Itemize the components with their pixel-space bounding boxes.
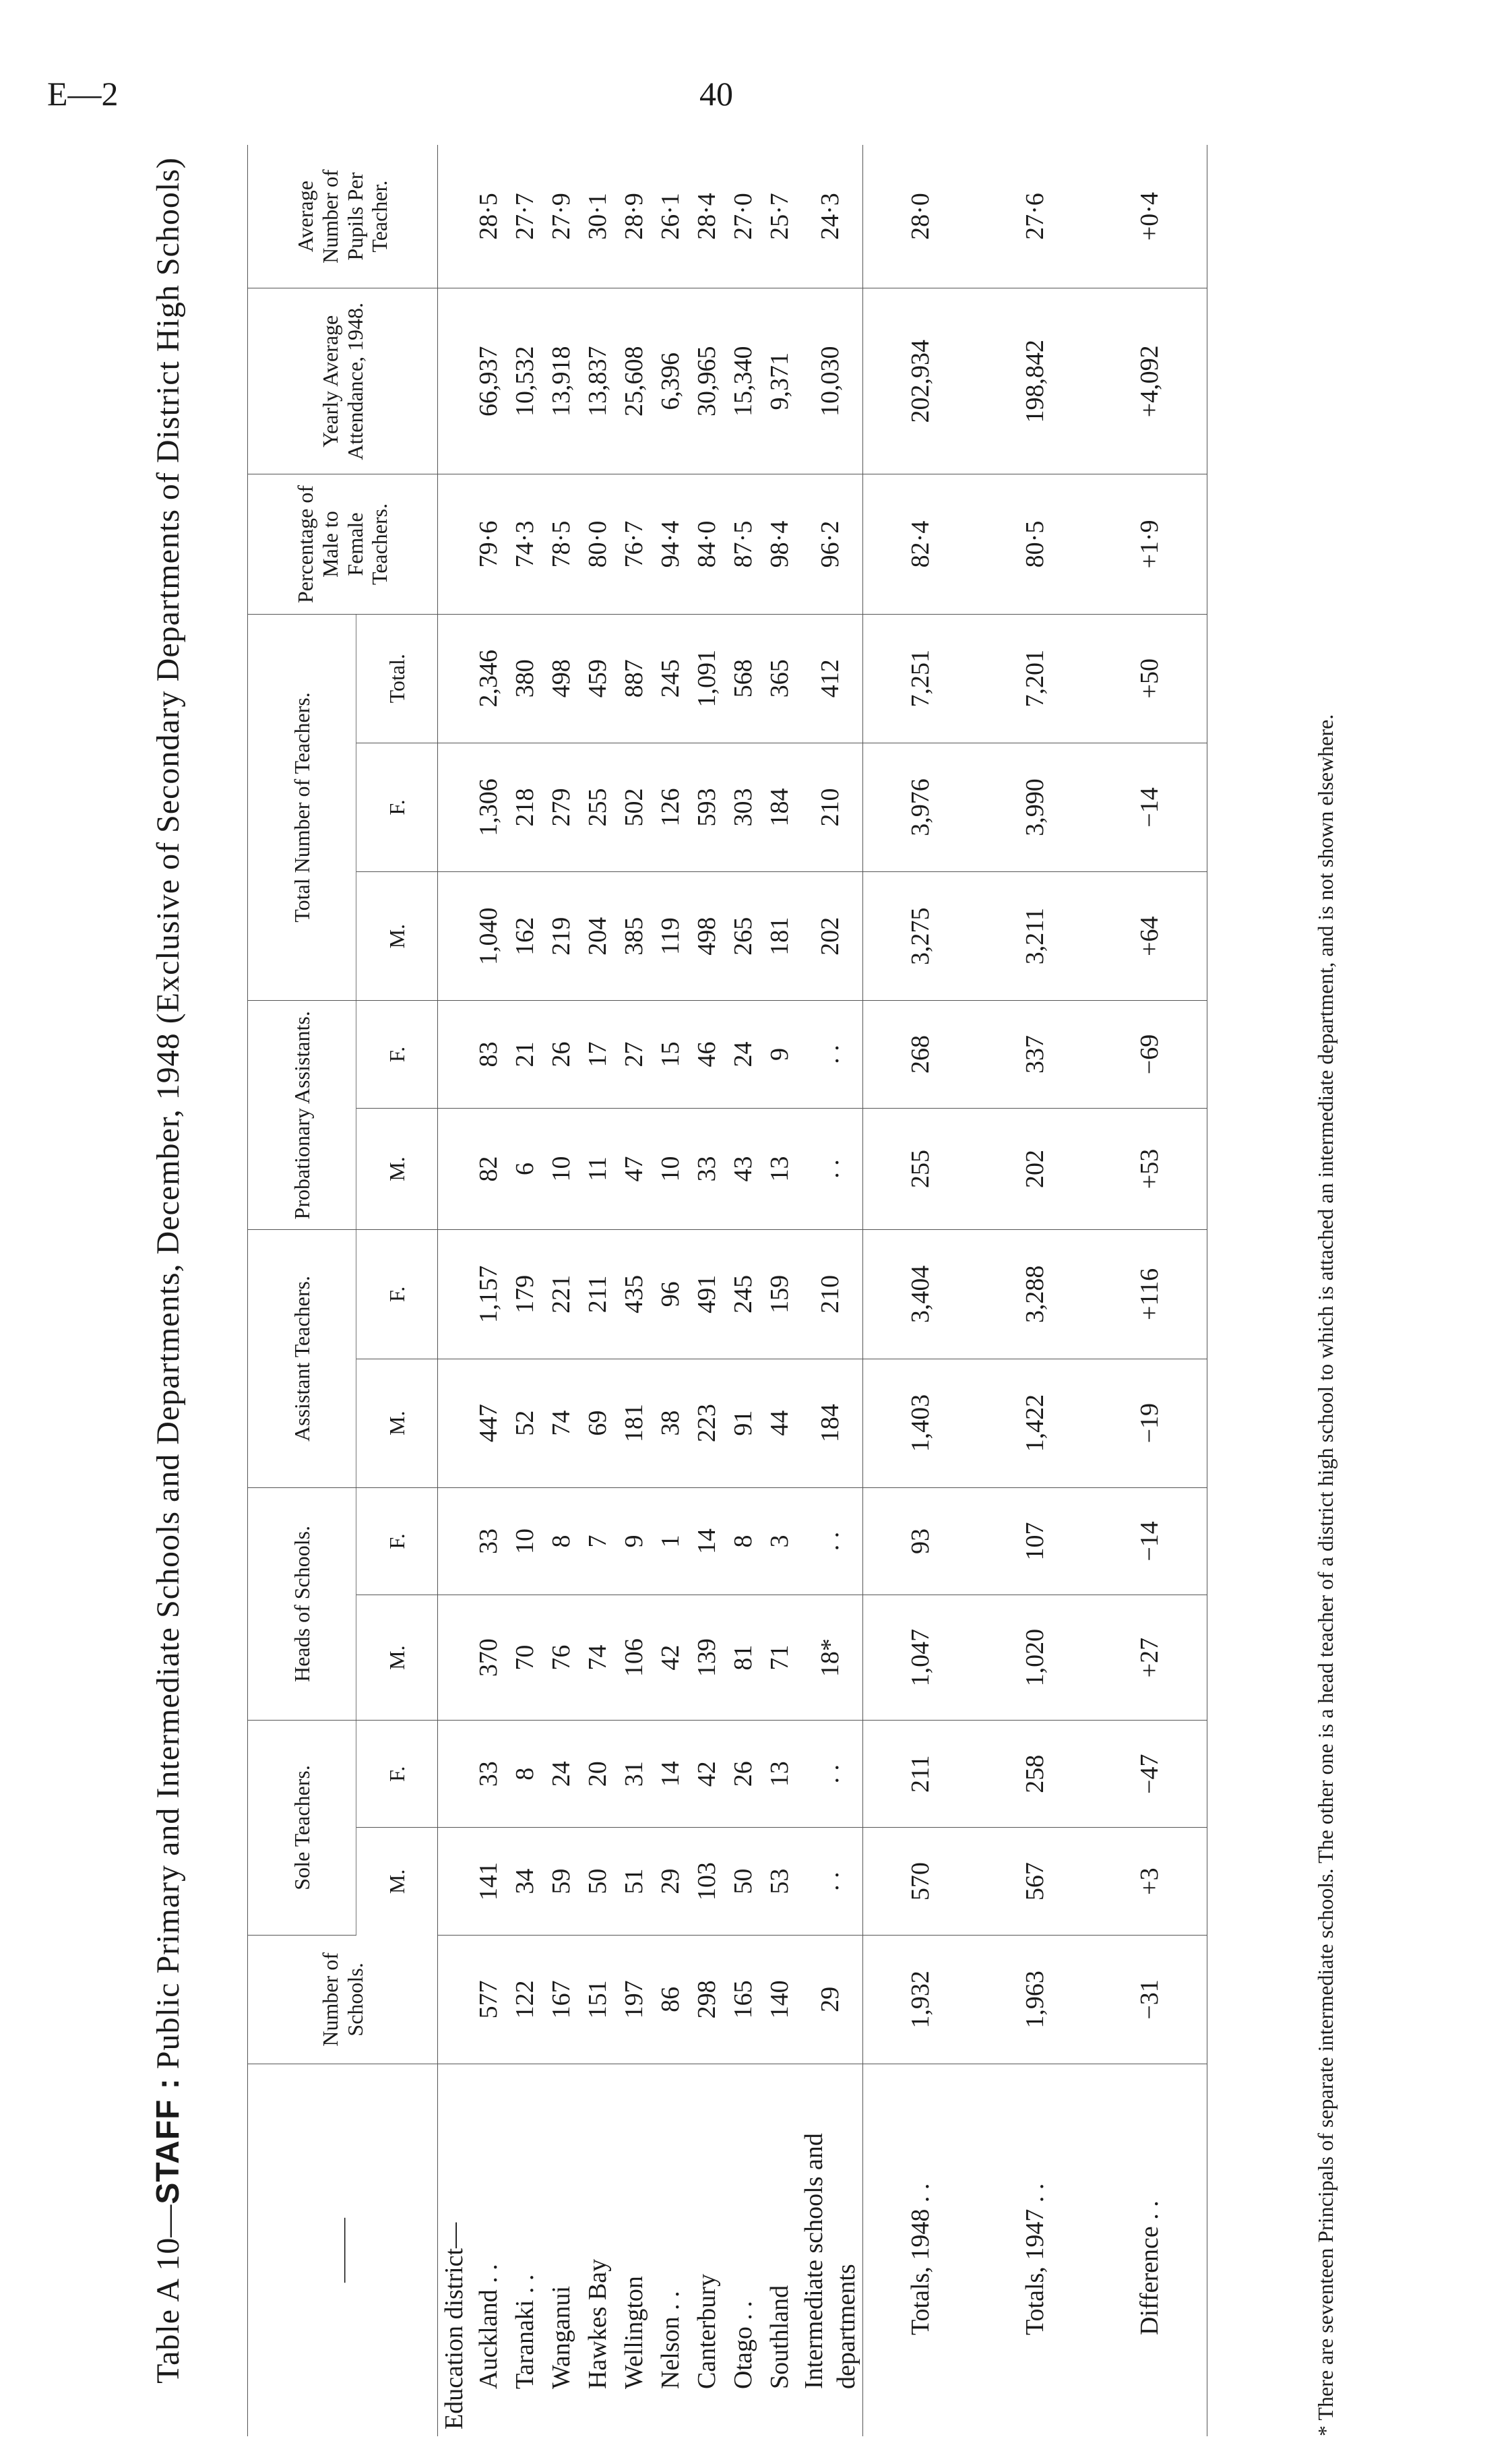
cell-asst-m: 223 bbox=[689, 1359, 725, 1487]
cell-asst-m: 91 bbox=[725, 1359, 761, 1487]
totals-row bbox=[978, 145, 1092, 2436]
cell-heads-m: +27 bbox=[1092, 1595, 1207, 1721]
cell-tot-f: 3,976 bbox=[863, 743, 978, 871]
title-rest: Public Primary and Intermediate Schools and Departments, December, 1948 (Exclusive of Secondary Departments of District High Schools) bbox=[150, 157, 186, 2078]
header-f: F. bbox=[356, 1721, 438, 1828]
cell-asst-f: 179 bbox=[507, 1230, 543, 1359]
cell-asst-m: 38 bbox=[652, 1359, 689, 1487]
cell-asst-f: 210 bbox=[798, 1230, 863, 1359]
table-row bbox=[579, 145, 616, 2436]
cell-att: 30,965 bbox=[689, 288, 725, 474]
cell-sole-f: 211 bbox=[863, 1721, 978, 1828]
cell-pct: 80·0 bbox=[579, 474, 616, 614]
cell-att: 9,371 bbox=[761, 288, 798, 474]
cell-tot-f: 1,306 bbox=[470, 743, 507, 871]
cell-sole-f: −47 bbox=[1092, 1721, 1207, 1828]
footnote: * There are seventeen Principals of separate intermediate schools. The other one is a head teacher of a district high school to which is attached an intermediate department, and is not shown elsewhere. bbox=[1313, 714, 1337, 2436]
cell-sole-m: 51 bbox=[616, 1828, 652, 1935]
totals-row bbox=[863, 145, 978, 2436]
header-m: M. bbox=[356, 1828, 438, 1935]
cell-asst-m: 69 bbox=[579, 1359, 616, 1487]
cell-heads-f: −14 bbox=[1092, 1487, 1207, 1595]
cell-avg: 27·6 bbox=[978, 145, 1092, 288]
cell-schools: 167 bbox=[543, 1935, 579, 2064]
cell-tot-t: 380 bbox=[507, 614, 543, 743]
cell-heads-m: 74 bbox=[579, 1595, 616, 1721]
cell-heads-f: 8 bbox=[725, 1487, 761, 1595]
cell-tot-f: 3,990 bbox=[978, 743, 1092, 871]
cell-tot-m: 219 bbox=[543, 872, 579, 1001]
header-sole-teachers: Sole Teachers. bbox=[248, 1721, 356, 1936]
cell-tot-t: 2,346 bbox=[470, 614, 507, 743]
cell-tot-f: 184 bbox=[761, 743, 798, 871]
cell-asst-f: 96 bbox=[652, 1230, 689, 1359]
cell-prob-f: 21 bbox=[507, 1001, 543, 1108]
table-row bbox=[652, 145, 689, 2436]
cell-heads-m: 1,020 bbox=[978, 1595, 1092, 1721]
cell-tot-t: +50 bbox=[1092, 614, 1207, 743]
cell-label: Auckland . . bbox=[474, 2264, 503, 2389]
cell-sole-f: 258 bbox=[978, 1721, 1092, 1828]
cell-asst-f: 3,404 bbox=[863, 1230, 978, 1359]
cell-asst-m: 184 bbox=[798, 1359, 863, 1487]
cell-prob-m: 10 bbox=[652, 1108, 689, 1230]
header-f: F. bbox=[356, 1001, 438, 1108]
cell-avg: 28·4 bbox=[689, 145, 725, 288]
cell-att: 13,918 bbox=[543, 288, 579, 474]
cell-heads-f: 10 bbox=[507, 1487, 543, 1595]
header-m: M. bbox=[356, 1359, 438, 1487]
cell-tot-m: 3,275 bbox=[863, 872, 978, 1001]
cell-asst-m: 1,403 bbox=[863, 1359, 978, 1487]
cell-schools: 1,932 bbox=[863, 1935, 978, 2064]
cell-prob-m: . . bbox=[798, 1108, 863, 1230]
cell-tot-f: 303 bbox=[725, 743, 761, 871]
cell-prob-m: 11 bbox=[579, 1108, 616, 1230]
header-number-of-schools: Number of Schools. bbox=[248, 1935, 438, 2064]
cell-asst-m: 52 bbox=[507, 1359, 543, 1487]
cell-avg: 27·7 bbox=[507, 145, 543, 288]
cell-heads-f: 3 bbox=[761, 1487, 798, 1595]
cell-sole-m: . . bbox=[798, 1828, 863, 1935]
cell-avg: 27·0 bbox=[725, 145, 761, 288]
cell-tot-t: 365 bbox=[761, 614, 798, 743]
cell-tot-m: 265 bbox=[725, 872, 761, 1001]
cell-sole-f: . . bbox=[798, 1721, 863, 1828]
cell-sole-m: 567 bbox=[978, 1828, 1092, 1935]
cell-label: Southland bbox=[765, 2285, 794, 2389]
cell-prob-f: 26 bbox=[543, 1001, 579, 1108]
cell-sole-m: 570 bbox=[863, 1828, 978, 1935]
cell-tot-f: 126 bbox=[652, 743, 689, 871]
cell-heads-m: 42 bbox=[652, 1595, 689, 1721]
cell-prob-m: 82 bbox=[470, 1108, 507, 1230]
header-f: F. bbox=[356, 743, 438, 871]
cell-avg: 28·9 bbox=[616, 145, 652, 288]
cell-prob-m: 255 bbox=[863, 1108, 978, 1230]
cell-tot-f: 210 bbox=[798, 743, 863, 871]
cell-att: 66,937 bbox=[470, 288, 507, 474]
cell-heads-m: 1,047 bbox=[863, 1595, 978, 1721]
cell-asst-m: 181 bbox=[616, 1359, 652, 1487]
cell-tot-t: 568 bbox=[725, 614, 761, 743]
cell-tot-t: 412 bbox=[798, 614, 863, 743]
cell-heads-m: 106 bbox=[616, 1595, 652, 1721]
cell-prob-m: +53 bbox=[1092, 1108, 1207, 1230]
cell-prob-m: 6 bbox=[507, 1108, 543, 1230]
header-percentage: Percentage of Male to Female Teachers. bbox=[248, 474, 438, 614]
staff-table bbox=[247, 145, 1207, 2436]
cell-prob-m: 10 bbox=[543, 1108, 579, 1230]
table-row bbox=[689, 145, 725, 2436]
cell-att: 202,934 bbox=[863, 288, 978, 474]
cell-tot-m: +64 bbox=[1092, 872, 1207, 1001]
cell-heads-f: 107 bbox=[978, 1487, 1092, 1595]
cell-pct: 80·5 bbox=[978, 474, 1092, 614]
totals-row bbox=[1092, 145, 1207, 2436]
cell-heads-m: 76 bbox=[543, 1595, 579, 1721]
cell-tot-m: 119 bbox=[652, 872, 689, 1001]
cell-heads-m: 370 bbox=[470, 1595, 507, 1721]
cell-label: Intermediate schools and departments bbox=[800, 2133, 860, 2389]
cell-tot-m: 1,040 bbox=[470, 872, 507, 1001]
cell-sole-m: +3 bbox=[1092, 1828, 1207, 1935]
cell-tot-t: 245 bbox=[652, 614, 689, 743]
cell-prob-f: 15 bbox=[652, 1001, 689, 1108]
header-total-number-of-teachers: Total Number of Teachers. bbox=[248, 614, 356, 1001]
cell-prob-m: 47 bbox=[616, 1108, 652, 1230]
cell-schools: 197 bbox=[616, 1935, 652, 2064]
cell-avg: 24·3 bbox=[798, 145, 863, 288]
table-title bbox=[146, 98, 191, 2443]
cell-asst-f: 211 bbox=[579, 1230, 616, 1359]
cell-heads-f: 9 bbox=[616, 1487, 652, 1595]
cell-asst-m: −19 bbox=[1092, 1359, 1207, 1487]
cell-label: Totals, 1948 . . bbox=[863, 2064, 978, 2436]
title-lead: Table A 10— bbox=[150, 2204, 186, 2384]
cell-tot-t: 1,091 bbox=[689, 614, 725, 743]
cell-heads-m: 18* bbox=[798, 1595, 863, 1721]
cell-att: +4,092 bbox=[1092, 288, 1207, 474]
cell-att: 15,340 bbox=[725, 288, 761, 474]
cell-sole-m: 50 bbox=[579, 1828, 616, 1935]
cell-tot-t: 7,251 bbox=[863, 614, 978, 743]
cell-schools: 1,963 bbox=[978, 1935, 1092, 2064]
cell-prob-m: 33 bbox=[689, 1108, 725, 1230]
cell-pct: 94·4 bbox=[652, 474, 689, 614]
cell-label: Totals, 1947 . . bbox=[1021, 2183, 1049, 2335]
cell-att: 198,842 bbox=[978, 288, 1092, 474]
cell-label: Otago . . bbox=[729, 2301, 757, 2389]
cell-heads-f: 7 bbox=[579, 1487, 616, 1595]
cell-asst-f: 159 bbox=[761, 1230, 798, 1359]
cell-asst-f: 245 bbox=[725, 1230, 761, 1359]
header-probationary-assistants: Probationary Assistants. bbox=[248, 1001, 356, 1230]
section-row bbox=[438, 145, 471, 2436]
cell-schools: 577 bbox=[470, 1935, 507, 2064]
table-row bbox=[798, 145, 863, 2436]
header-f: F. bbox=[356, 1230, 438, 1359]
table-row bbox=[507, 145, 543, 2436]
cell-sole-m: 29 bbox=[652, 1828, 689, 1935]
cell-avg: 30·1 bbox=[579, 145, 616, 288]
cell-prob-f: . . bbox=[798, 1001, 863, 1108]
cell-tot-f: 593 bbox=[689, 743, 725, 871]
cell-tot-f: −14 bbox=[1092, 743, 1207, 871]
cell-asst-f: 221 bbox=[543, 1230, 579, 1359]
cell-schools: 86 bbox=[652, 1935, 689, 2064]
cell-pct: 98·4 bbox=[761, 474, 798, 614]
cell-pct: 74·3 bbox=[507, 474, 543, 614]
header-m: M. bbox=[356, 1108, 438, 1230]
header-f: F. bbox=[356, 1487, 438, 1595]
cell-heads-f: 8 bbox=[543, 1487, 579, 1595]
cell-prob-m: 43 bbox=[725, 1108, 761, 1230]
cell-att: 6,396 bbox=[652, 288, 689, 474]
header-average-number: Average Number of Pupils Per Teacher. bbox=[248, 145, 438, 288]
cell-schools: 29 bbox=[798, 1935, 863, 2064]
cell-heads-m: 81 bbox=[725, 1595, 761, 1721]
cell-pct: 82·4 bbox=[863, 474, 978, 614]
cell-label: Taranaki . . bbox=[511, 2274, 539, 2389]
cell-tot-m: 162 bbox=[507, 872, 543, 1001]
cell-pct: 96·2 bbox=[798, 474, 863, 614]
cell-sole-f: 42 bbox=[689, 1721, 725, 1828]
cell-asst-f: 491 bbox=[689, 1230, 725, 1359]
cell-sole-f: 24 bbox=[543, 1721, 579, 1828]
cell-asst-f: 3,288 bbox=[978, 1230, 1092, 1359]
cell-schools: 122 bbox=[507, 1935, 543, 2064]
cell-asst-f: 1,157 bbox=[470, 1230, 507, 1359]
header-assistant-teachers: Assistant Teachers. bbox=[248, 1230, 356, 1487]
table-row bbox=[616, 145, 652, 2436]
cell-prob-f: 268 bbox=[863, 1001, 978, 1108]
cell-label: Wellington bbox=[620, 2276, 648, 2389]
cell-heads-f: . . bbox=[798, 1487, 863, 1595]
cell-heads-m: 139 bbox=[689, 1595, 725, 1721]
cell-heads-f: 33 bbox=[470, 1487, 507, 1595]
header-total: Total. bbox=[356, 614, 438, 743]
cell-prob-f: 337 bbox=[978, 1001, 1092, 1108]
cell-sole-m: 34 bbox=[507, 1828, 543, 1935]
header-heads-of-schools: Heads of Schools. bbox=[248, 1487, 356, 1720]
cell-schools: 165 bbox=[725, 1935, 761, 2064]
cell-avg: 26·1 bbox=[652, 145, 689, 288]
cell-asst-f: +116 bbox=[1092, 1230, 1207, 1359]
cell-avg: 28·0 bbox=[863, 145, 978, 288]
cell-avg: 28·5 bbox=[470, 145, 507, 288]
cell-schools: −31 bbox=[1092, 1935, 1207, 2064]
cell-asst-m: 44 bbox=[761, 1359, 798, 1487]
cell-sole-f: 33 bbox=[470, 1721, 507, 1828]
table-row bbox=[543, 145, 579, 2436]
cell-tot-t: 7,201 bbox=[978, 614, 1092, 743]
cell-sole-f: 20 bbox=[579, 1721, 616, 1828]
rotated-table-block bbox=[139, 98, 1373, 2443]
cell-avg: 25·7 bbox=[761, 145, 798, 288]
cell-prob-f: −69 bbox=[1092, 1001, 1207, 1108]
cell-heads-m: 71 bbox=[761, 1595, 798, 1721]
cell-avg: 27·9 bbox=[543, 145, 579, 288]
cell-pct: 87·5 bbox=[725, 474, 761, 614]
cell-att: 25,608 bbox=[616, 288, 652, 474]
table-row bbox=[470, 145, 507, 2436]
section-label: Education district— bbox=[440, 2222, 468, 2430]
header-m: M. bbox=[356, 1595, 438, 1721]
cell-avg: +0·4 bbox=[1092, 145, 1207, 288]
cell-heads-m: 70 bbox=[507, 1595, 543, 1721]
cell-tot-m: 3,211 bbox=[978, 872, 1092, 1001]
cell-sole-m: 50 bbox=[725, 1828, 761, 1935]
cell-label: Nelson . . bbox=[656, 2291, 685, 2389]
cell-asst-f: 435 bbox=[616, 1230, 652, 1359]
header-yearly-average: Yearly Average Attendance, 1948. bbox=[248, 288, 438, 474]
cell-pct: 76·7 bbox=[616, 474, 652, 614]
cell-sole-f: 13 bbox=[761, 1721, 798, 1828]
cell-prob-f: 24 bbox=[725, 1001, 761, 1108]
cell-schools: 151 bbox=[579, 1935, 616, 2064]
cell-sole-f: 26 bbox=[725, 1721, 761, 1828]
cell-pct: +1·9 bbox=[1092, 474, 1207, 614]
cell-label: Difference . . bbox=[1092, 2064, 1207, 2436]
cell-tot-t: 887 bbox=[616, 614, 652, 743]
cell-att: 10,532 bbox=[507, 288, 543, 474]
cell-tot-f: 502 bbox=[616, 743, 652, 871]
cell-heads-f: 93 bbox=[863, 1487, 978, 1595]
table-row bbox=[725, 145, 761, 2436]
cell-tot-f: 279 bbox=[543, 743, 579, 871]
cell-pct: 84·0 bbox=[689, 474, 725, 614]
title-bold: STAFF : bbox=[150, 2078, 186, 2204]
cell-pct: 78·5 bbox=[543, 474, 579, 614]
table-row bbox=[761, 145, 798, 2436]
page-code: E—2 bbox=[47, 75, 119, 113]
cell-schools: 298 bbox=[689, 1935, 725, 2064]
cell-heads-f: 1 bbox=[652, 1487, 689, 1595]
cell-asst-m: 447 bbox=[470, 1359, 507, 1487]
cell-att: 13,837 bbox=[579, 288, 616, 474]
cell-tot-m: 204 bbox=[579, 872, 616, 1001]
cell-prob-m: 13 bbox=[761, 1108, 798, 1230]
cell-att: 10,030 bbox=[798, 288, 863, 474]
page-number: 40 bbox=[699, 75, 733, 113]
cell-prob-f: 46 bbox=[689, 1001, 725, 1108]
cell-pct: 79·6 bbox=[470, 474, 507, 614]
cell-heads-f: 14 bbox=[689, 1487, 725, 1595]
cell-sole-f: 31 bbox=[616, 1721, 652, 1828]
cell-tot-m: 385 bbox=[616, 872, 652, 1001]
cell-label: Hawkes Bay bbox=[584, 2258, 612, 2389]
cell-tot-f: 218 bbox=[507, 743, 543, 871]
header-blank: ——— bbox=[248, 2064, 438, 2436]
cell-tot-f: 255 bbox=[579, 743, 616, 871]
cell-label: Canterbury bbox=[693, 2274, 721, 2389]
cell-prob-m: 202 bbox=[978, 1108, 1092, 1230]
cell-prob-f: 83 bbox=[470, 1001, 507, 1108]
cell-schools: 140 bbox=[761, 1935, 798, 2064]
header-m: M. bbox=[356, 872, 438, 1001]
cell-sole-m: 141 bbox=[470, 1828, 507, 1935]
cell-prob-f: 9 bbox=[761, 1001, 798, 1108]
cell-prob-f: 27 bbox=[616, 1001, 652, 1108]
cell-tot-t: 459 bbox=[579, 614, 616, 743]
cell-tot-m: 181 bbox=[761, 872, 798, 1001]
cell-asst-m: 74 bbox=[543, 1359, 579, 1487]
cell-sole-m: 103 bbox=[689, 1828, 725, 1935]
cell-label: Wanganui bbox=[547, 2285, 575, 2389]
cell-asst-m: 1,422 bbox=[978, 1359, 1092, 1487]
cell-prob-f: 17 bbox=[579, 1001, 616, 1108]
cell-tot-m: 498 bbox=[689, 872, 725, 1001]
cell-sole-m: 53 bbox=[761, 1828, 798, 1935]
cell-sole-f: 8 bbox=[507, 1721, 543, 1828]
cell-tot-m: 202 bbox=[798, 872, 863, 1001]
cell-tot-t: 498 bbox=[543, 614, 579, 743]
cell-sole-f: 14 bbox=[652, 1721, 689, 1828]
cell-sole-m: 59 bbox=[543, 1828, 579, 1935]
